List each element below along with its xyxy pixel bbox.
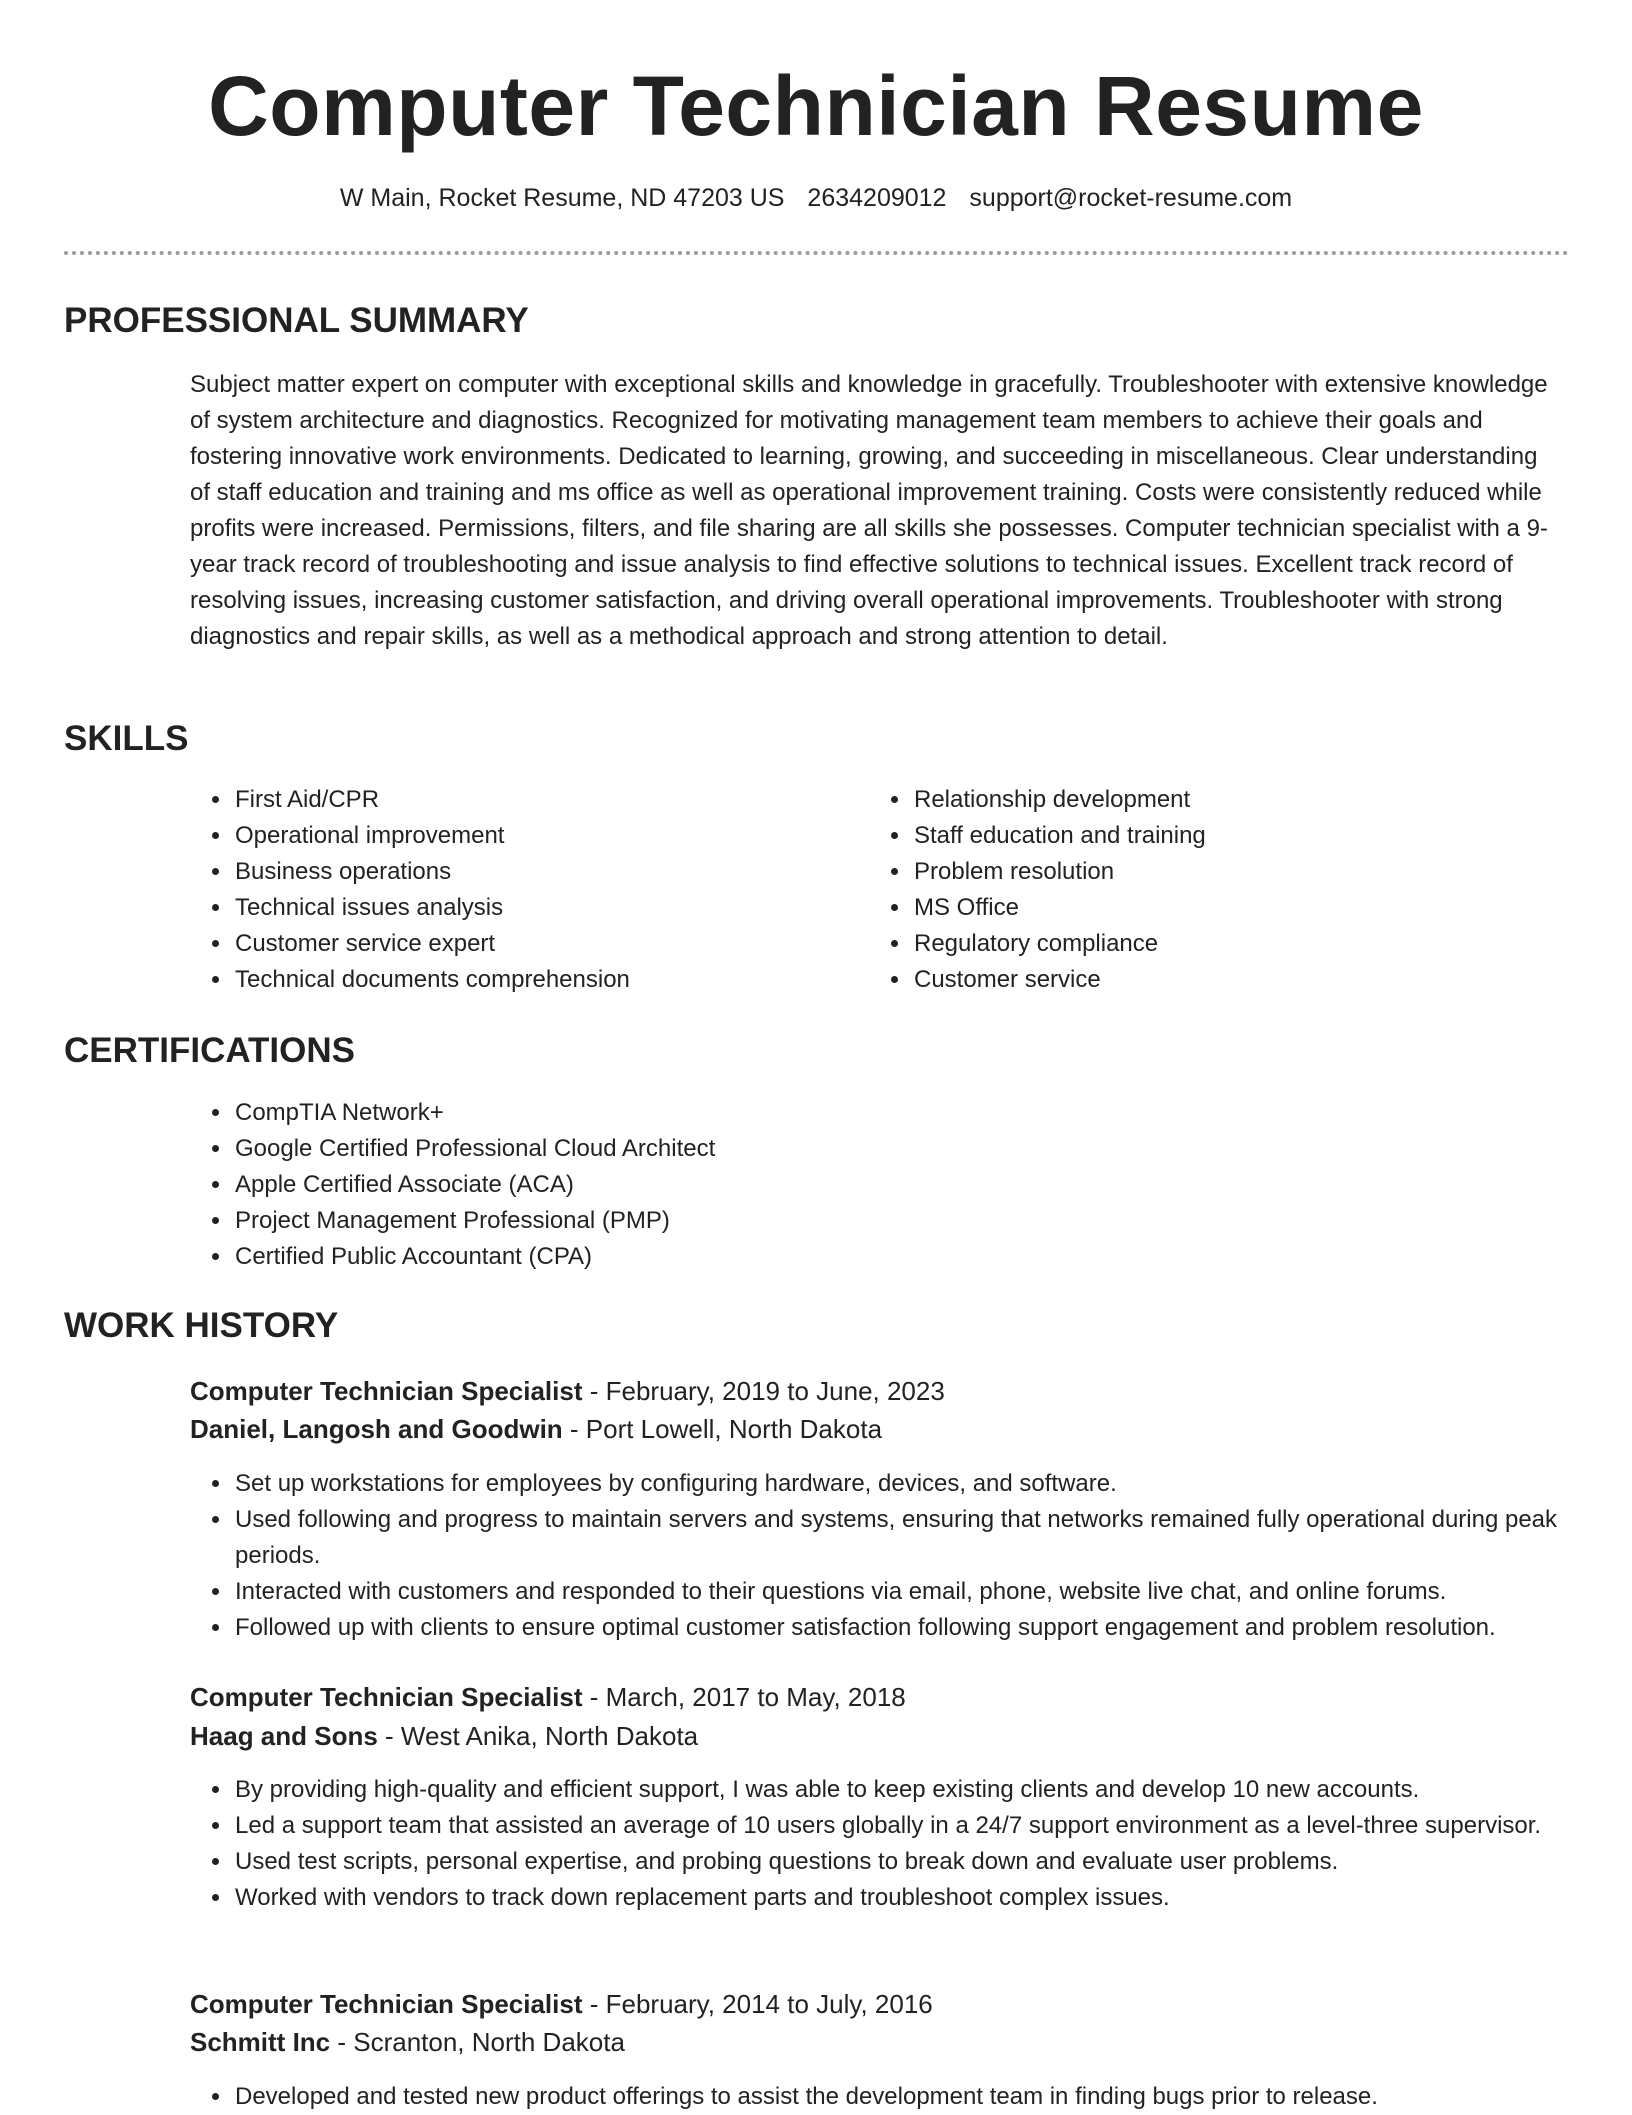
list-item: • Followed up with clients to ensure optimal customer satisfaction following support engagement and problem resolution. bbox=[233, 1610, 1613, 1646]
job-company: Daniel, Langosh and Goodwin bbox=[190, 1414, 563, 1444]
list-item: • By providing high-quality and efficient support, I was able to keep existing clients and develop 10 new accounts. bbox=[233, 1772, 1613, 1808]
list-item: • Worked with vendors to track down replacement parts and troubleshoot complex issues. bbox=[233, 1880, 1613, 1916]
job-location: - Port Lowell, North Dakota bbox=[562, 1414, 883, 1444]
contact-line bbox=[0, 180, 1632, 216]
list-item: • Staff education and training bbox=[912, 818, 1532, 854]
work-history-heading: WORK HISTORY bbox=[64, 1306, 339, 1345]
job-company-line bbox=[190, 2023, 625, 2061]
skills-list-left bbox=[190, 782, 853, 998]
job-location: - Scranton, North Dakota bbox=[330, 2027, 625, 2057]
list-item: • Technical issues analysis bbox=[233, 890, 853, 926]
skills-list-right bbox=[869, 782, 1532, 998]
job-title: Computer Technician Specialist bbox=[190, 1989, 583, 2019]
list-item: • Led a support team that assisted an average of 10 users globally in a 24/7 support environment as a level-three supervisor. bbox=[233, 1808, 1613, 1844]
job-dates: - February, 2019 to June, 2023 bbox=[582, 1376, 945, 1406]
summary-text: Subject matter expert on computer with exceptional skills and knowledge in gracefully. Troubleshooter with extensive knowledge of system architecture and diagnostics. Recognized for motivating management team members to achieve their goals and fostering innovative work environments. Dedicated to learning, growing, and succeeding in miscellaneous. Clear understanding of staff education and training and ms office as well as operational improvement training. Costs were consistently reduced while profits were increased. Permissions, filters, and file sharing are all skills she possesses. Computer technician specialist with a 9-year track record of troubleshooting and issue analysis to find effective solutions to technical issues. Excellent track record of resolving issues, increasing customer satisfaction, and driving overall operational improvements. Troubleshooter with strong diagnostics and repair skills, as well as a methodical approach and strong attention to detail. bbox=[190, 371, 1548, 650]
list-item: • Developed and tested new product offerings to assist the development team in finding bugs prior to release. bbox=[233, 2079, 1613, 2115]
job-location: - West Anika, North Dakota bbox=[377, 1721, 699, 1751]
resume-title: Computer Technician Resume bbox=[208, 59, 1424, 153]
list-item: • Google Certified Professional Cloud Architect bbox=[233, 1131, 1233, 1167]
list-item: • Set up workstations for employees by configuring hardware, devices, and software. bbox=[233, 1466, 1613, 1502]
contact-address: W Main, Rocket Resume, ND 47203 US bbox=[339, 184, 785, 212]
list-item: • MS Office bbox=[912, 890, 1532, 926]
job-title-line bbox=[190, 1678, 906, 1716]
list-item: • Problem resolution bbox=[912, 854, 1532, 890]
list-item: • Customer service expert bbox=[233, 926, 853, 962]
job-title: Computer Technician Specialist bbox=[190, 1682, 583, 1712]
certifications-heading: CERTIFICATIONS bbox=[64, 1031, 356, 1070]
job-company: Schmitt Inc bbox=[190, 2027, 331, 2057]
contact-phone: 2634209012 bbox=[807, 184, 947, 212]
list-item: • Interacted with customers and responded to their questions via email, phone, website live chat, and online forums. bbox=[233, 1574, 1613, 1610]
list-item: • CompTIA Network+ bbox=[233, 1095, 1233, 1131]
job-dates: - March, 2017 to May, 2018 bbox=[582, 1682, 906, 1712]
list-item: • Regulatory compliance bbox=[912, 926, 1532, 962]
job-dates: - February, 2014 to July, 2016 bbox=[582, 1989, 933, 2019]
header-divider bbox=[64, 251, 1569, 255]
job-duties-list bbox=[190, 1772, 1613, 1916]
contact-email: support@rocket-resume.com bbox=[969, 184, 1293, 212]
job-company-line bbox=[190, 1717, 698, 1755]
list-item: • Relationship development bbox=[912, 782, 1532, 818]
list-item: • Used test scripts, personal expertise, and probing questions to break down and evaluate user problems. bbox=[233, 1844, 1613, 1880]
summary-heading: PROFESSIONAL SUMMARY bbox=[64, 301, 529, 340]
list-item: • Customer service bbox=[912, 962, 1532, 998]
job-duties-list bbox=[190, 2079, 1613, 2115]
skills-heading: SKILLS bbox=[64, 719, 189, 758]
list-item: • Project Management Professional (PMP) bbox=[233, 1203, 1233, 1239]
list-item: • First Aid/CPR bbox=[233, 782, 853, 818]
list-item: • Used following and progress to maintain servers and systems, ensuring that networks remained fully operational during peak periods. bbox=[233, 1502, 1613, 1574]
list-item: • Operational improvement bbox=[233, 818, 853, 854]
list-item: • Certified Public Accountant (CPA) bbox=[233, 1239, 1233, 1275]
job-title-line bbox=[190, 1985, 933, 2023]
list-item: • Business operations bbox=[233, 854, 853, 890]
job-duties-list bbox=[190, 1466, 1613, 1646]
job-company-line bbox=[190, 1410, 882, 1448]
job-title-line bbox=[190, 1372, 945, 1410]
list-item: • Technical documents comprehension bbox=[233, 962, 853, 998]
certifications-list bbox=[190, 1095, 1233, 1275]
job-company: Haag and Sons bbox=[190, 1721, 378, 1751]
list-item: • Apple Certified Associate (ACA) bbox=[233, 1167, 1233, 1203]
job-title: Computer Technician Specialist bbox=[190, 1376, 583, 1406]
